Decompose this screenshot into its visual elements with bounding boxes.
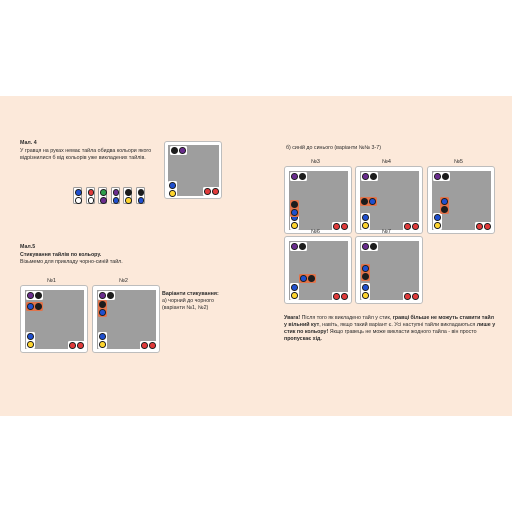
note-bold-4: пропускає хід. xyxy=(284,335,322,342)
dot-white xyxy=(88,197,95,204)
tile-purple-black xyxy=(361,242,378,251)
rules-note xyxy=(284,315,498,343)
tile-black-blue-placed xyxy=(98,300,107,317)
dot-blue xyxy=(362,284,369,291)
dot-black xyxy=(107,292,114,299)
board-6-label: №6 xyxy=(311,229,320,235)
dot-yellow xyxy=(434,222,441,229)
dot-yellow xyxy=(291,292,298,299)
dot-red xyxy=(77,342,84,349)
tile-black-purple xyxy=(170,146,187,155)
dot-purple xyxy=(113,189,120,196)
hand-tile xyxy=(86,187,95,204)
note-text-2: , навіть, якщо такий варіант є. Усі наступні тайли викладаються xyxy=(319,321,477,328)
dot-red xyxy=(404,293,411,300)
dot-black xyxy=(99,301,106,308)
note-text-3: Якщо гравець не може викласти жодного тайла - він просто xyxy=(328,328,477,335)
dot-purple xyxy=(99,292,106,299)
note-bold-3: лише у стик по кольору! xyxy=(284,321,496,335)
tile-red-red xyxy=(68,341,85,350)
dot-black xyxy=(138,189,145,196)
tile-blue-yellow xyxy=(433,213,442,230)
tile-blue-yellow xyxy=(168,181,177,198)
note-bold-1: Увага! xyxy=(284,315,301,321)
dot-black xyxy=(299,173,306,180)
dot-black xyxy=(442,173,449,180)
dot-blue xyxy=(441,198,448,205)
tile-black-blue-placed xyxy=(361,264,370,281)
fig4-board xyxy=(164,141,222,199)
hand-tile xyxy=(98,187,107,204)
dot-black xyxy=(370,243,377,250)
hand-tile xyxy=(111,187,120,204)
tile-blue-yellow xyxy=(290,283,299,300)
dot-red xyxy=(333,223,340,230)
dot-yellow xyxy=(125,197,132,204)
fig5-subtitle: Стикування тайлів по кольору. xyxy=(20,252,102,258)
right-heading: б) синій до синього (варіанти №№ 3-7) xyxy=(286,145,381,151)
dot-blue xyxy=(27,303,34,310)
dot-blue xyxy=(27,333,34,340)
board-4-label: №4 xyxy=(382,159,391,165)
dot-blue xyxy=(369,198,376,205)
tile-purple-black xyxy=(361,172,378,181)
tile-red-red xyxy=(475,222,492,231)
tile-blue-yellow xyxy=(361,283,370,300)
dot-purple xyxy=(362,173,369,180)
tile-black-blue-placed xyxy=(360,197,377,206)
tile-red-red xyxy=(332,292,349,301)
dot-red xyxy=(412,223,419,230)
dot-black xyxy=(362,273,369,280)
board-2-label: №2 xyxy=(119,278,128,284)
dot-black xyxy=(308,275,315,282)
dot-blue xyxy=(99,333,106,340)
board-3-label: №3 xyxy=(311,159,320,165)
fig5-title: Мал.5 xyxy=(20,244,36,250)
dot-black xyxy=(361,198,368,205)
hand-tile xyxy=(73,187,82,204)
board-variant-5 xyxy=(427,159,495,234)
tile-purple-black xyxy=(290,172,307,181)
dot-black xyxy=(370,173,377,180)
dot-red xyxy=(88,189,95,196)
dot-blue xyxy=(169,182,176,189)
tile-purple-black xyxy=(433,172,450,181)
note-text-1: Після того як викладено тайл у стик, xyxy=(300,315,393,321)
dot-blue xyxy=(113,197,120,204)
fig4-title: Мал. 4 xyxy=(20,140,37,146)
tile-blue-yellow xyxy=(26,332,35,349)
tile-red-red xyxy=(403,222,420,231)
tile-purple-black xyxy=(290,242,307,251)
dot-yellow xyxy=(27,341,34,348)
dot-yellow xyxy=(362,222,369,229)
tile-red-red xyxy=(332,222,349,231)
dot-yellow xyxy=(362,292,369,299)
dot-blue xyxy=(99,309,106,316)
dot-black xyxy=(299,243,306,250)
tile-purple-black xyxy=(98,291,115,300)
dot-red xyxy=(69,342,76,349)
note-bold-2: гравці більше не можуть ставити тайл у вільний кут xyxy=(284,315,494,328)
board-variant-6 xyxy=(284,229,352,304)
board-5-label: №5 xyxy=(454,159,463,165)
tile-purple-black xyxy=(26,291,43,300)
dot-purple xyxy=(27,292,34,299)
dot-black xyxy=(35,303,42,310)
dot-blue xyxy=(291,209,298,216)
variants-line-1: а) чорний до чорного xyxy=(162,298,214,304)
dot-red xyxy=(333,293,340,300)
dot-blue xyxy=(362,265,369,272)
dot-blue xyxy=(291,284,298,291)
board-7-label: №7 xyxy=(382,229,391,235)
tile-black-blue-placed xyxy=(299,274,316,283)
dot-red xyxy=(149,342,156,349)
board-variant-3 xyxy=(284,159,352,234)
dot-blue xyxy=(138,197,145,204)
dot-white xyxy=(75,197,82,204)
fig5-text: Візьмемо для прикладу чорно-синій тайл. xyxy=(20,259,123,265)
variants-line-2: (варіанти №1, №2) xyxy=(162,305,209,311)
dot-blue xyxy=(434,214,441,221)
dot-blue xyxy=(362,214,369,221)
dot-purple xyxy=(434,173,441,180)
hand-tile xyxy=(123,187,132,204)
board-variant-1 xyxy=(20,278,88,353)
board-variant-7 xyxy=(355,229,423,304)
dot-purple xyxy=(362,243,369,250)
tile-blue-black-placed xyxy=(26,302,43,311)
dot-yellow xyxy=(291,222,298,229)
tile-black-blue-placed xyxy=(440,197,449,214)
dot-red xyxy=(341,223,348,230)
board-1-label: №1 xyxy=(47,278,56,284)
dot-red xyxy=(212,188,219,195)
dot-red xyxy=(204,188,211,195)
dot-purple xyxy=(179,147,186,154)
dot-red xyxy=(484,223,491,230)
dot-yellow xyxy=(99,341,106,348)
dot-purple xyxy=(291,173,298,180)
tile-red-red xyxy=(203,187,220,196)
dot-yellow xyxy=(169,190,176,197)
dot-red xyxy=(404,223,411,230)
dot-blue xyxy=(75,189,82,196)
tile-red-red xyxy=(140,341,157,350)
variants-title: Варіанти стикування: xyxy=(162,291,219,297)
dot-blue xyxy=(300,275,307,282)
dot-green xyxy=(100,189,107,196)
hand-tile xyxy=(136,187,145,204)
board-variant-4 xyxy=(355,159,423,234)
fig4-text: У гравця на руках немає тайла обидва кольори якого відрізнилися б від кольорів уже викладених тайлів. xyxy=(20,148,152,161)
dot-red xyxy=(141,342,148,349)
board-variant-2 xyxy=(92,278,160,353)
dot-black xyxy=(35,292,42,299)
dot-purple xyxy=(100,197,107,204)
rulebook-page xyxy=(0,96,512,416)
tile-blue-yellow xyxy=(361,213,370,230)
tile-blue-yellow xyxy=(98,332,107,349)
dot-red xyxy=(476,223,483,230)
dot-black xyxy=(441,206,448,213)
dot-black xyxy=(171,147,178,154)
dot-black xyxy=(125,189,132,196)
tile-red-red xyxy=(403,292,420,301)
dot-red xyxy=(412,293,419,300)
dot-purple xyxy=(291,243,298,250)
dot-black xyxy=(291,201,298,208)
dot-red xyxy=(341,293,348,300)
tile-black-blue-placed xyxy=(290,200,299,217)
